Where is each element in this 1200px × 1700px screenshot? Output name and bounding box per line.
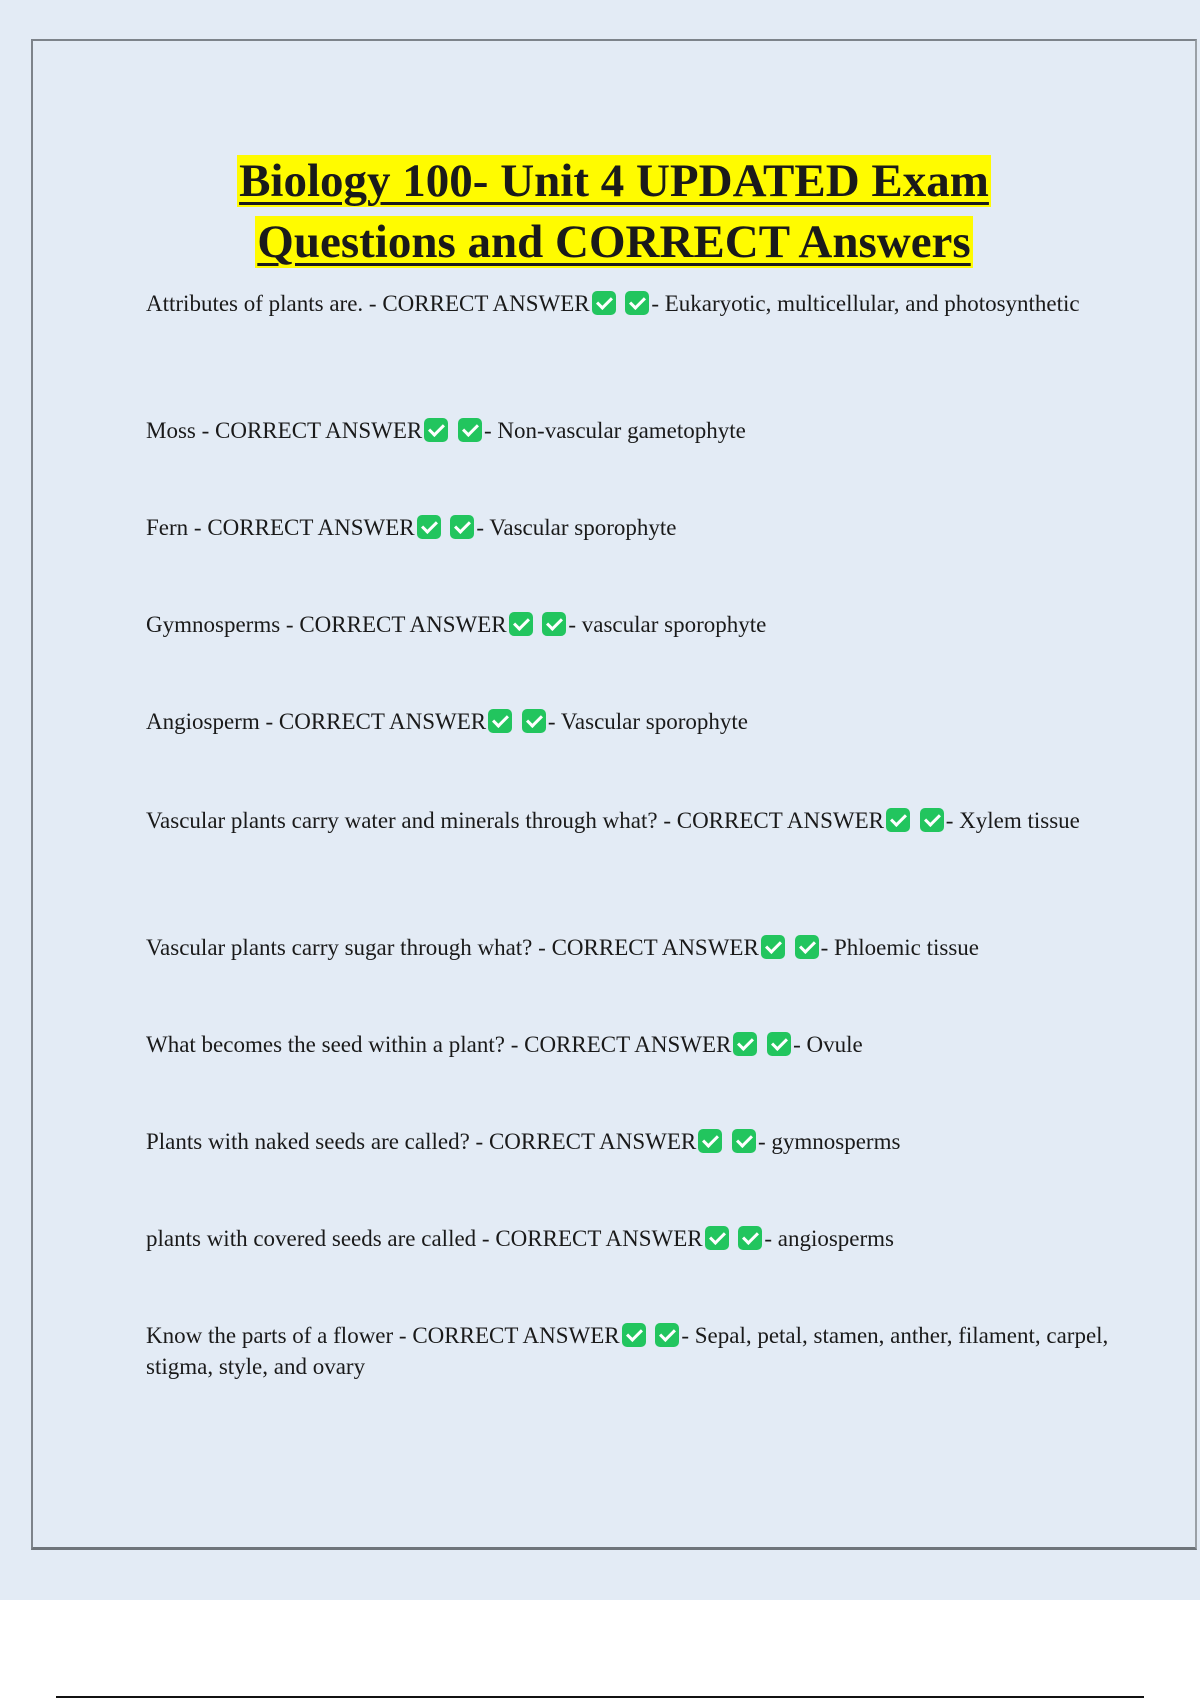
answer-text: - Vascular sporophyte — [547, 709, 749, 734]
question-text: Gymnosperms — [146, 612, 281, 637]
document-page — [31, 39, 1197, 1550]
qa-item — [146, 1126, 1126, 1157]
qa-item — [146, 512, 1126, 543]
check-icon — [761, 935, 785, 959]
qa-item — [146, 609, 1126, 640]
question-text: plants with covered seeds are called — [146, 1226, 477, 1251]
correct-answer-marker: - CORRECT ANSWER — [368, 291, 590, 316]
check-icon — [738, 1226, 762, 1250]
check-icon — [424, 418, 448, 442]
correct-answer-marker: - CORRECT ANSWER — [663, 808, 884, 833]
correct-answer-marker: - CORRECT ANSWER — [538, 935, 759, 960]
check-icon — [622, 1323, 646, 1347]
check-icon — [705, 1226, 729, 1250]
question-text: Attributes of plants are. — [146, 291, 364, 316]
qa-item — [146, 1320, 1126, 1382]
question-text: Plants with naked seeds are called? — [146, 1129, 470, 1154]
check-icon — [698, 1129, 722, 1153]
check-icon — [625, 291, 649, 315]
answer-text: - Non-vascular gametophyte — [484, 418, 746, 443]
question-text: Moss — [146, 418, 196, 443]
question-text: Know the parts of a flower — [146, 1323, 394, 1348]
check-icon — [450, 515, 474, 539]
qa-item — [146, 288, 1126, 319]
question-text: Vascular plants carry sugar through what? — [146, 935, 533, 960]
answer-text: - Phloemic tissue — [820, 935, 979, 960]
correct-answer-marker: - CORRECT ANSWER — [193, 515, 415, 540]
footer-rule — [56, 1696, 1144, 1698]
check-icon — [458, 418, 482, 442]
answer-text: - Vascular sporophyte — [476, 515, 677, 540]
check-icon — [655, 1323, 679, 1347]
qa-item — [146, 932, 1126, 963]
answer-text: - vascular sporophyte — [568, 612, 767, 637]
document-title — [33, 151, 1195, 273]
check-icon — [509, 612, 533, 636]
answer-text: - Ovule — [793, 1032, 863, 1057]
title-line-2: Questions and CORRECT Answers — [257, 216, 971, 268]
check-icon — [542, 612, 566, 636]
qa-item — [146, 1029, 1126, 1060]
qa-item — [146, 1223, 1126, 1254]
answer-text: - gymnosperms — [757, 1129, 901, 1154]
correct-answer-marker: - CORRECT ANSWER — [265, 709, 487, 734]
answer-text: - Sepal, petal, stamen, anther, filament, carpel, stigma, style, and ovary — [146, 1323, 1109, 1379]
question-text: What becomes the seed within a plant? — [146, 1032, 505, 1057]
question-text: Vascular plants carry water and minerals through what? — [146, 808, 658, 833]
check-icon — [795, 935, 819, 959]
title-line-1: Biology 100- Unit 4 UPDATED Exam — [239, 155, 989, 207]
question-text: Fern — [146, 515, 189, 540]
correct-answer-marker: - CORRECT ANSWER — [475, 1129, 697, 1154]
check-icon — [522, 709, 546, 733]
check-icon — [767, 1032, 791, 1056]
correct-answer-marker: - CORRECT ANSWER — [285, 612, 507, 637]
check-icon — [920, 808, 944, 832]
check-icon — [417, 515, 441, 539]
qa-item — [146, 415, 1126, 446]
check-icon — [733, 1032, 757, 1056]
correct-answer-marker: - CORRECT ANSWER — [201, 418, 423, 443]
correct-answer-marker: - CORRECT ANSWER — [481, 1226, 703, 1251]
answer-text: - Eukaryotic, multicellular, and photosynthetic — [651, 291, 1080, 316]
check-icon — [488, 709, 512, 733]
question-text: Angiosperm — [146, 709, 260, 734]
correct-answer-marker: - CORRECT ANSWER — [398, 1323, 620, 1348]
qa-item — [146, 706, 1126, 737]
qa-item — [146, 805, 1126, 836]
correct-answer-marker: - CORRECT ANSWER — [510, 1032, 732, 1057]
check-icon — [732, 1129, 756, 1153]
answer-text: - angiosperms — [764, 1226, 894, 1251]
check-icon — [886, 808, 910, 832]
check-icon — [592, 291, 616, 315]
answer-text: - Xylem tissue — [945, 808, 1080, 833]
